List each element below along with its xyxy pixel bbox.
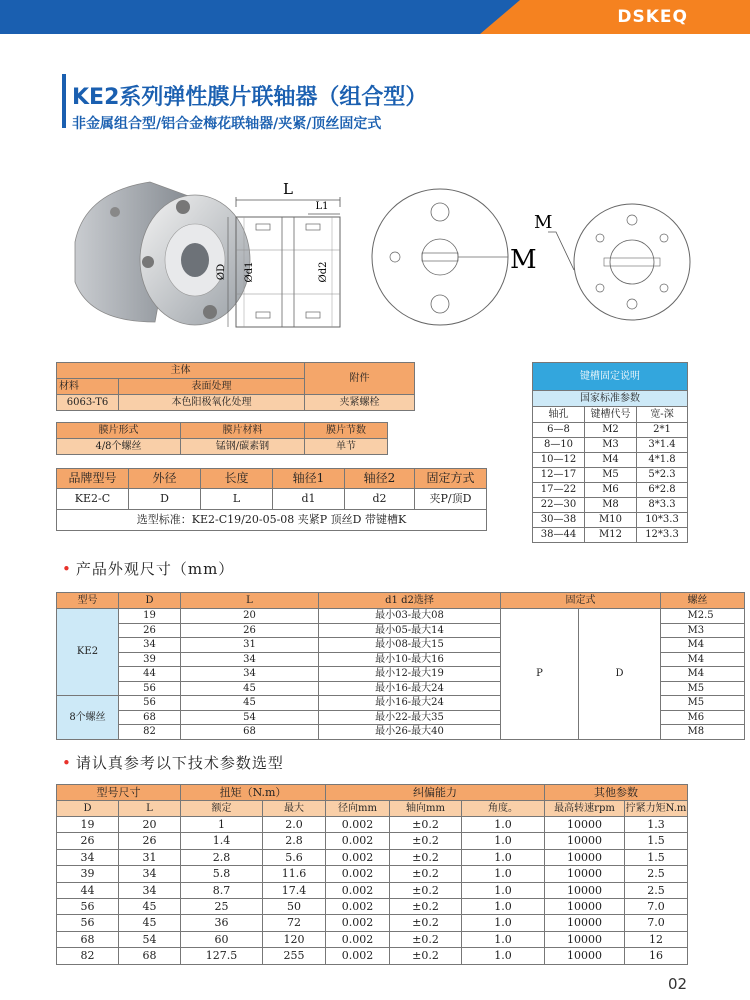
- tech-max-speed: 10000: [545, 833, 625, 849]
- dims-bore-range: 最小26-最大40: [319, 725, 501, 740]
- tech-row: [57, 882, 688, 898]
- dims-bore-range: 最小05-最大14: [319, 623, 501, 638]
- tech-D: 26: [57, 833, 119, 849]
- dims-D: 56: [119, 681, 181, 696]
- tech-radial: 0.002: [326, 817, 390, 833]
- tech-max: 2.8: [263, 833, 326, 849]
- diaphragm-count-header: 膜片节数: [305, 423, 388, 439]
- dims-gap: [661, 609, 688, 624]
- dims-D: 19: [119, 609, 181, 624]
- dimensions-table: [56, 592, 745, 740]
- dims-L: 68: [181, 725, 319, 740]
- tech-max-speed: 10000: [545, 866, 625, 882]
- shaft2-value: d2: [345, 489, 415, 510]
- keyway-code: M4: [585, 453, 637, 468]
- tech-sub-radial: 径向mm: [326, 801, 390, 817]
- dims-screw: M8: [688, 725, 745, 740]
- tech-row: [57, 849, 688, 865]
- tech-L: 34: [119, 866, 181, 882]
- diaphragm-count-value: 单节: [305, 439, 388, 455]
- tech-group-other: 其他参数: [545, 785, 688, 801]
- diaphragm-type-value: 4/8个螺丝: [57, 439, 181, 455]
- dims-gap: [661, 681, 688, 696]
- tech-sub-tightening: 拧紧力矩N.m: [625, 801, 688, 817]
- tech-tightening: 1.5: [625, 833, 688, 849]
- keyway-bore: 30—38: [533, 513, 585, 528]
- length-header: 长度: [201, 469, 273, 489]
- keyway-size: 10*3.3: [637, 513, 688, 528]
- dims-D: 68: [119, 710, 181, 725]
- tech-max: 17.4: [263, 882, 326, 898]
- label-d1: Ød1: [244, 261, 255, 283]
- tech-angle: 1.0: [462, 833, 545, 849]
- dims-bore-range: 最小12-最大19: [319, 667, 501, 682]
- tech-rated: 5.8: [181, 866, 263, 882]
- keyway-bore: 17—22: [533, 483, 585, 498]
- keyway-row: [533, 528, 688, 543]
- dims-header-screw: 螺丝: [688, 593, 745, 609]
- tech-sub-D: D: [57, 801, 119, 817]
- tech-angle: 1.0: [462, 866, 545, 882]
- outer-diameter-value: D: [129, 489, 201, 510]
- tech-sub-angle: 角度。: [462, 801, 545, 817]
- keyway-header-bore: 轴孔: [533, 407, 585, 423]
- dims-D: 82: [119, 725, 181, 740]
- keyway-code: M8: [585, 498, 637, 513]
- diaphragm-type-header: 膜片形式: [57, 423, 181, 439]
- tech-rated: 60: [181, 931, 263, 947]
- header-bar: [0, 0, 750, 34]
- tech-rated: 1.4: [181, 833, 263, 849]
- keyway-code: M10: [585, 513, 637, 528]
- tech-axial: ±0.2: [390, 948, 462, 964]
- tech-max-speed: 10000: [545, 948, 625, 964]
- tech-axial: ±0.2: [390, 833, 462, 849]
- brand-model-header: 品牌型号: [57, 469, 129, 489]
- keyway-bore: 6—8: [533, 423, 585, 438]
- keyway-code: M12: [585, 528, 637, 543]
- tech-radial: 0.002: [326, 915, 390, 931]
- tech-radial: 0.002: [326, 866, 390, 882]
- tech-max: 120: [263, 931, 326, 947]
- dims-header-L: L: [181, 593, 319, 609]
- section-tech-heading: • 请认真参考以下技术参数选型: [62, 754, 284, 772]
- tech-axial: ±0.2: [390, 866, 462, 882]
- section-dimensions-heading: • 产品外观尺寸（mm）: [62, 560, 235, 578]
- dims-bore-range: 最小03-最大08: [319, 609, 501, 624]
- dims-bore-range: 最小16-最大24: [319, 681, 501, 696]
- attach-value: 夹紧螺栓: [305, 395, 415, 411]
- tech-radial: 0.002: [326, 931, 390, 947]
- main-header: 主体: [57, 363, 305, 379]
- tech-tightening: 12: [625, 931, 688, 947]
- tech-max-speed: 10000: [545, 899, 625, 915]
- label-M-setscrew: M: [534, 212, 553, 233]
- keyway-size: 2*1: [637, 423, 688, 438]
- tech-max-speed: 10000: [545, 915, 625, 931]
- diaphragm-material-header: 膜片材料: [181, 423, 305, 439]
- tech-D: 19: [57, 817, 119, 833]
- selection-standard-note: 选型标准：KE2-C19/20-05-08 夹紧P 顶丝D 带键槽K: [57, 510, 487, 531]
- tech-axial: ±0.2: [390, 915, 462, 931]
- tech-row: [57, 866, 688, 882]
- dims-gap: [661, 652, 688, 667]
- dims-screw: M4: [688, 638, 745, 653]
- tech-axial: ±0.2: [390, 931, 462, 947]
- keyway-bore: 12—17: [533, 468, 585, 483]
- tech-sub-axial: 轴向mm: [390, 801, 462, 817]
- tech-max: 5.6: [263, 849, 326, 865]
- tech-params-table: [56, 784, 688, 965]
- shaft1-value: d1: [273, 489, 345, 510]
- tech-max-speed: 10000: [545, 849, 625, 865]
- coupling-side-view-drawing: [208, 172, 358, 337]
- tech-L: 68: [119, 948, 181, 964]
- keyway-bore: 38—44: [533, 528, 585, 543]
- tech-axial: ±0.2: [390, 882, 462, 898]
- tech-row: [57, 899, 688, 915]
- dims-D: 34: [119, 638, 181, 653]
- keyway-row: [533, 468, 688, 483]
- tech-max: 255: [263, 948, 326, 964]
- dims-bore-range: 最小10-最大16: [319, 652, 501, 667]
- dims-D: 56: [119, 696, 181, 711]
- tech-rated: 8.7: [181, 882, 263, 898]
- keyway-size: 4*1.8: [637, 453, 688, 468]
- dims-fixing-D: D: [579, 609, 661, 740]
- tech-radial: 0.002: [326, 849, 390, 865]
- outer-diameter-header: 外径: [129, 469, 201, 489]
- section-dimensions-label: 产品外观尺寸（mm）: [75, 560, 235, 578]
- tech-tightening: 1.3: [625, 817, 688, 833]
- keyway-header-code: 键槽代号: [585, 407, 637, 423]
- dims-fixing-P: P: [501, 609, 579, 740]
- tech-sub-max: 最大: [263, 801, 326, 817]
- dims-group-ke2: KE2: [57, 609, 119, 696]
- dims-screw: M6: [688, 710, 745, 725]
- dims-gap: [661, 667, 688, 682]
- tech-L: 34: [119, 882, 181, 898]
- tech-angle: 1.0: [462, 931, 545, 947]
- tech-angle: 1.0: [462, 899, 545, 915]
- tech-angle: 1.0: [462, 849, 545, 865]
- tech-angle: 1.0: [462, 915, 545, 931]
- tech-row: [57, 833, 688, 849]
- dims-screw: M5: [688, 696, 745, 711]
- dims-header-gap: [661, 593, 688, 609]
- material-table: [56, 362, 415, 411]
- tech-max-speed: 10000: [545, 882, 625, 898]
- dims-L: 31: [181, 638, 319, 653]
- dims-screw: M2.5: [688, 609, 745, 624]
- coupling-clamp-end-view-drawing: [360, 172, 540, 337]
- shaft1-header: 轴径1: [273, 469, 345, 489]
- page-subtitle: 非金属组合型/铝合金梅花联轴器/夹紧/顶丝固定式: [72, 116, 382, 132]
- tech-tightening: 7.0: [625, 899, 688, 915]
- tech-max-speed: 10000: [545, 931, 625, 947]
- tech-D: 68: [57, 931, 119, 947]
- dims-gap: [661, 638, 688, 653]
- label-D: ØD: [216, 263, 227, 281]
- keyway-code: M5: [585, 468, 637, 483]
- fixing-method-header: 固定方式: [415, 469, 487, 489]
- dims-L: 34: [181, 652, 319, 667]
- tech-D: 82: [57, 948, 119, 964]
- fixing-method-value: 夹P/顶D: [415, 489, 487, 510]
- dims-screw: M4: [688, 652, 745, 667]
- keyway-bore: 10—12: [533, 453, 585, 468]
- dims-D: 26: [119, 623, 181, 638]
- tech-group-size: 型号尺寸: [57, 785, 181, 801]
- tech-tightening: 2.5: [625, 882, 688, 898]
- tech-max-speed: 10000: [545, 817, 625, 833]
- keyway-size: 6*2.8: [637, 483, 688, 498]
- dims-header-D: D: [119, 593, 181, 609]
- tech-rated: 1: [181, 817, 263, 833]
- dims-bore-range: 最小08-最大15: [319, 638, 501, 653]
- surface-header: 表面处理: [119, 379, 305, 395]
- dims-gap: [661, 696, 688, 711]
- tech-max: 50: [263, 899, 326, 915]
- dims-L: 54: [181, 710, 319, 725]
- label-L1: L1: [315, 201, 329, 212]
- dims-bore-range: 最小16-最大24: [319, 696, 501, 711]
- brand-name: DSKEQ: [617, 7, 688, 27]
- material-value: 6063-T6: [57, 395, 119, 411]
- tech-axial: ±0.2: [390, 817, 462, 833]
- keyway-bore: 8—10: [533, 438, 585, 453]
- tech-L: 26: [119, 833, 181, 849]
- material-header: 材料: [57, 379, 119, 395]
- tech-max: 2.0: [263, 817, 326, 833]
- keyway-code: M2: [585, 423, 637, 438]
- keyway-code: M6: [585, 483, 637, 498]
- tech-angle: 1.0: [462, 882, 545, 898]
- page-number: 02: [668, 975, 688, 993]
- dims-L: 26: [181, 623, 319, 638]
- keyway-row: [533, 513, 688, 528]
- dims-screw: M4: [688, 667, 745, 682]
- tech-max: 11.6: [263, 866, 326, 882]
- dims-bore-range: 最小22-最大35: [319, 710, 501, 725]
- dims-screw: M3: [688, 623, 745, 638]
- dims-L: 45: [181, 696, 319, 711]
- title-accent-bar: [62, 74, 66, 128]
- shaft2-header: 轴径2: [345, 469, 415, 489]
- keyway-size: 5*2.3: [637, 468, 688, 483]
- dims-header-fixing: 固定式: [501, 593, 661, 609]
- tech-tightening: 16: [625, 948, 688, 964]
- tech-D: 44: [57, 882, 119, 898]
- tech-L: 54: [119, 931, 181, 947]
- keyway-bore: 22—30: [533, 498, 585, 513]
- length-value: L: [201, 489, 273, 510]
- dims-header-bore: d1 d2选择: [319, 593, 501, 609]
- keyway-header-size: 宽-深: [637, 407, 688, 423]
- label-d2: Ød2: [318, 261, 329, 283]
- label-L: L: [283, 180, 293, 198]
- tech-D: 39: [57, 866, 119, 882]
- coupling-setscrew-end-view-drawing: [534, 200, 704, 330]
- keyway-row: [533, 483, 688, 498]
- tech-tightening: 1.5: [625, 849, 688, 865]
- dims-gap: [661, 725, 688, 740]
- tech-group-torque: 扭矩（N.m）: [181, 785, 326, 801]
- tech-tightening: 7.0: [625, 915, 688, 931]
- keyway-row: [533, 423, 688, 438]
- surface-value: 本色阳极氧化处理: [119, 395, 305, 411]
- dims-row: [57, 609, 745, 624]
- tech-rated: 127.5: [181, 948, 263, 964]
- diaphragm-table: [56, 422, 388, 455]
- tech-sub-max-speed: 最高转速rpm: [545, 801, 625, 817]
- tech-row: [57, 948, 688, 964]
- tech-L: 31: [119, 849, 181, 865]
- brand-model-value: KE2-C: [57, 489, 129, 510]
- page-title: KE2系列弹性膜片联轴器（组合型）: [72, 85, 428, 110]
- dims-L: 45: [181, 681, 319, 696]
- section-tech-label: 请认真参考以下技术参数选型: [75, 754, 284, 772]
- tech-rated: 25: [181, 899, 263, 915]
- tech-angle: 1.0: [462, 817, 545, 833]
- tech-D: 34: [57, 849, 119, 865]
- header-accent: [480, 0, 750, 34]
- tech-axial: ±0.2: [390, 899, 462, 915]
- dims-gap: [661, 710, 688, 725]
- keyway-size: 3*1.4: [637, 438, 688, 453]
- dims-screw: M5: [688, 681, 745, 696]
- tech-radial: 0.002: [326, 899, 390, 915]
- tech-axial: ±0.2: [390, 849, 462, 865]
- keyway-row: [533, 438, 688, 453]
- dims-group-8-screws: 8个螺丝: [57, 696, 119, 740]
- keyway-title: 键槽固定说明: [533, 363, 688, 391]
- keyway-subtitle: 国家标准参数: [533, 391, 688, 407]
- dims-gap: [661, 623, 688, 638]
- tech-row: [57, 817, 688, 833]
- diaphragm-material-value: 锰钢/碳素钢: [181, 439, 305, 455]
- tech-L: 45: [119, 915, 181, 931]
- tech-rated: 36: [181, 915, 263, 931]
- tech-angle: 1.0: [462, 948, 545, 964]
- keyway-size: 8*3.3: [637, 498, 688, 513]
- attach-header: 附件: [305, 363, 415, 395]
- tech-group-misalignment: 纠偏能力: [326, 785, 545, 801]
- keyway-row: [533, 498, 688, 513]
- tech-row: [57, 915, 688, 931]
- tech-max: 72: [263, 915, 326, 931]
- tech-L: 45: [119, 899, 181, 915]
- label-M-clamp: M: [510, 245, 537, 275]
- tech-radial: 0.002: [326, 833, 390, 849]
- tech-tightening: 2.5: [625, 866, 688, 882]
- tech-D: 56: [57, 915, 119, 931]
- dims-header-model: 型号: [57, 593, 119, 609]
- keyway-table: [532, 362, 688, 543]
- tech-sub-L: L: [119, 801, 181, 817]
- tech-row: [57, 931, 688, 947]
- tech-radial: 0.002: [326, 882, 390, 898]
- dims-D: 44: [119, 667, 181, 682]
- tech-sub-rated: 额定: [181, 801, 263, 817]
- model-selection-table: [56, 468, 487, 531]
- keyway-size: 12*3.3: [637, 528, 688, 543]
- tech-rated: 2.8: [181, 849, 263, 865]
- tech-L: 20: [119, 817, 181, 833]
- tech-radial: 0.002: [326, 948, 390, 964]
- tech-D: 56: [57, 899, 119, 915]
- dims-L: 20: [181, 609, 319, 624]
- dims-L: 34: [181, 667, 319, 682]
- dims-D: 39: [119, 652, 181, 667]
- keyway-code: M3: [585, 438, 637, 453]
- keyway-row: [533, 453, 688, 468]
